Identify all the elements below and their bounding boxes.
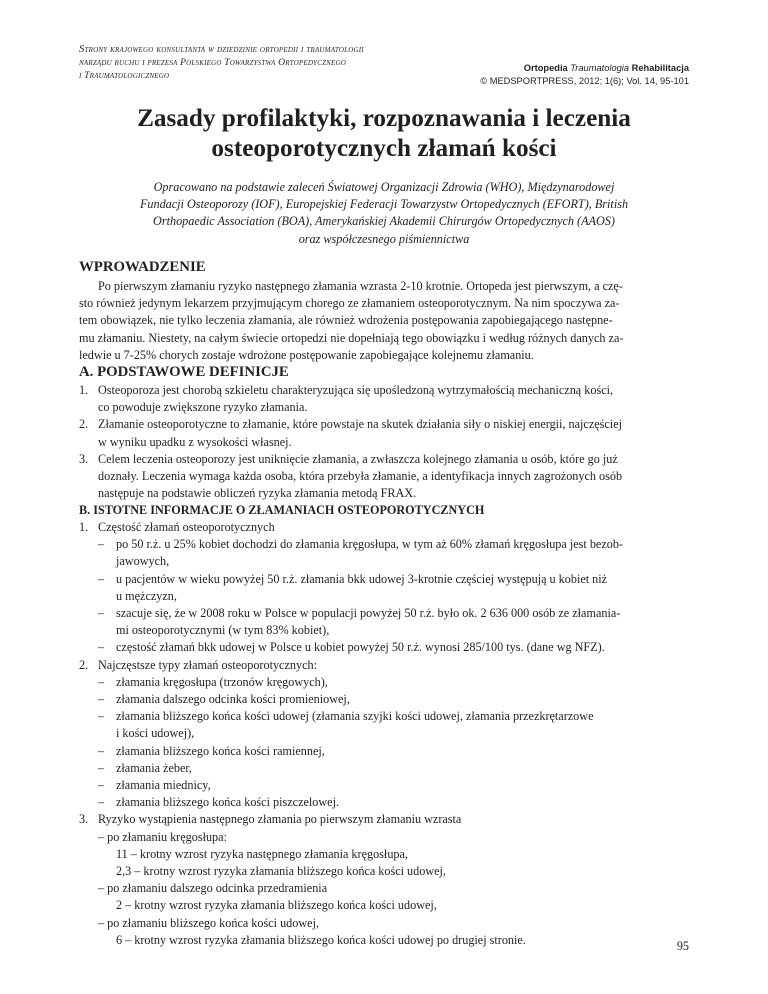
list-item-line: Osteoporoza jest chorobą szkieletu charakteryzująca się upośledzoną wytrzymałością mechaniczną kości,	[98, 383, 614, 397]
bullet-line: szacuje się, że w 2008 roku w Polsce w populacji powyżej 50 r.ż. było ok. 2 636 000 osób ze złamania-	[116, 606, 621, 621]
bullet-line: u pacjentów w wieku powyżej 50 r.ż. złamania bkk udowej 3-krotnie częściej występują u kobiet niż	[116, 571, 608, 586]
paragraph-line: sto również jedynym lekarzem przyjmującym chorego ze złamaniem osteoporotycznym. Na nim spoczywa za-	[79, 296, 620, 311]
subtitle-line: Orthopaedic Association (BOA), Amerykańskiej Akademii Chirurgów Ortopedycznych (AAOS)	[153, 214, 615, 229]
intro-paragraph	[79, 278, 690, 364]
facts-list	[79, 519, 690, 949]
bullet-line: złamania bliższego końca kości ramiennej,	[116, 743, 325, 758]
bullet-item: – złamania kręgosłupa (trzonów kręgowych),	[79, 674, 690, 691]
bullet-item: – złamania dalszego odcinka kości promieniowej,	[79, 691, 690, 708]
list-number: 1.	[79, 520, 89, 534]
group-label: – po złamaniu dalszego odcinka przedramienia	[98, 881, 328, 896]
list-number: 3.	[79, 812, 89, 827]
list-item	[79, 416, 690, 450]
bullet-item: – złamania bliższego końca kości udowej (złamania szyjki kości udowej, złamania przezkrętarzowe	[79, 708, 690, 725]
list-item-title: Najczęstsze typy złamań osteoporotycznych:	[98, 657, 317, 672]
bullet-item: – szacuje się, że w 2008 roku w Polsce w populacji powyżej 50 r.ż. było ok. 2 636 000 osób ze złamania-	[79, 605, 690, 622]
list-item	[79, 451, 690, 503]
risk-line: 11 – krotny wzrost ryzyka następnego złamania kręgosłupa,	[116, 846, 408, 861]
bullet-item: – po 50 r.ż. u 25% kobiet dochodzi do złamania kręgosłupa, w tym aż 60% złamań kręgosłupa jest bezob-	[79, 536, 690, 553]
list-number: 3.	[79, 451, 89, 466]
bullet-item: – u pacjentów w wieku powyżej 50 r.ż. złamania bkk udowej 3-krotnie częściej występują u kobiet niż	[79, 571, 690, 588]
bullet-line: złamania bliższego końca kości udowej (złamania szyjki kości udowej, złamania przezkrętarzowe	[116, 709, 594, 724]
list-item-line: Celem leczenia osteoporozy jest uniknięcie złamania, a zwłaszcza kolejnego złamania u osób, które go już	[98, 451, 618, 466]
journal-info	[480, 62, 689, 88]
header-line: narządu ruchu i prezesa Polskiego Towarzystwa Ortopedycznego	[79, 57, 347, 68]
bullet-line: złamania kręgosłupa (trzonów kręgowych),	[116, 674, 328, 689]
definitions-list	[79, 382, 690, 502]
bullet-item: – złamania bliższego końca kości piszczelowej.	[79, 794, 690, 811]
paragraph-line: mu złamaniu. Niestety, na całym świecie ortopedzi nie dopełniają tego obowiązku i według różnych danych za-	[79, 330, 624, 345]
list-item-title: Częstość złamań osteoporotycznych	[98, 520, 275, 534]
section-heading-a: A. PODSTAWOWE DEFINICJE	[79, 364, 289, 380]
header-line: Strony krajowego konsultanta w dziedzinie ortopedii i traumatologii	[79, 44, 364, 55]
journal-brand	[480, 62, 689, 75]
bullet-item: – złamania żeber,	[79, 760, 690, 777]
paragraph-line: tem obowiązek, nie tylko leczenia złamania, ale również wdrożenia postępowania zapobiegającego następne-	[79, 313, 613, 328]
risk-line: 2 – krotny wzrost ryzyka złamania bliższego końca kości udowej,	[116, 898, 437, 913]
article-title	[0, 104, 768, 164]
risk-line: 2,3 – krotny wzrost ryzyka złamania bliższego końca kości udowej,	[116, 864, 446, 879]
paragraph-line: Po pierwszym złamaniu ryzyko następnego złamania wzrasta 2-10 krotnie. Ortopeda jest pierwszym, a czę-	[98, 279, 623, 293]
list-item	[79, 657, 690, 674]
header-line: i Traumatologicznego	[79, 70, 170, 81]
title-line: osteoporotycznych złamań kości	[211, 135, 557, 162]
list-item	[79, 382, 690, 416]
list-item-line: doznały. Leczenia wymaga każda osoba, która przebyła złamanie, a identyfikacja innych zagrożonych osób	[98, 469, 623, 484]
bullet-line: złamania bliższego końca kości piszczelowej.	[116, 795, 340, 810]
subtitle-line: Fundacji Osteoporozy (IOF), Europejskiej Federacji Towarzystw Ortopedycznych (EFORT), British	[139, 197, 629, 212]
bullet-line: mi osteoporotycznymi (w tym 83% kobiet),	[116, 623, 330, 638]
list-item	[79, 811, 690, 828]
bullet-line: złamania dalszego odcinka kości promieniowej,	[116, 692, 350, 707]
journal-brand-traumatologia: Traumatologia	[570, 63, 630, 73]
bullet-line: po 50 r.ż. u 25% kobiet dochodzi do złamania kręgosłupa, w tym aż 60% złamań kręgosłupa jest bezob-	[116, 537, 623, 552]
running-header	[79, 43, 499, 82]
paragraph-line: ledwie u 7-25% chorych zostaje wdrożone postępowanie zapobiegające kolejnemu złamaniu.	[79, 347, 534, 362]
bullet-line: złamania miednicy,	[116, 778, 211, 793]
list-item	[79, 519, 690, 536]
list-number: 2.	[79, 417, 89, 432]
title-line: Zasady profilaktyki, rozpoznawania i leczenia	[137, 105, 631, 132]
bullet-item: – złamania bliższego końca kości ramiennej,	[79, 743, 690, 760]
journal-brand-rehabilitacja: Rehabilitacja	[631, 63, 689, 73]
page-number: 95	[676, 939, 689, 953]
journal-brand-ortopedia: Ortopedia	[523, 63, 568, 73]
bullet-line: częstość złamań bkk udowej w Polsce u kobiet powyżej 50 r.ż. wynosi 285/100 tys. (dane wg NFZ).	[116, 640, 605, 655]
list-item-line: następuje na podstawie obliczeń ryzyka złamania metodą FRAX.	[98, 486, 417, 501]
risk-line: 6 – krotny wzrost ryzyka złamania bliższego końca kości udowej po drugiej stronie.	[116, 932, 526, 947]
subtitle-line: oraz współczesnego piśmiennictwa	[298, 231, 470, 246]
list-item-line: w wyniku upadku z wysokości własnej.	[98, 434, 292, 449]
section-heading-intro: WPROWADZENIE	[79, 259, 206, 275]
bullet-line: jawowych,	[116, 554, 170, 569]
bullet-item: – częstość złamań bkk udowej w Polsce u kobiet powyżej 50 r.ż. wynosi 285/100 tys. (dane wg NFZ).	[79, 639, 690, 656]
section-heading-b: B. ISTOTNE INFORMACJE O ZŁAMANIACH OSTEOPOROTYCZNYCH	[79, 503, 485, 517]
list-number: 2.	[79, 657, 89, 672]
list-item-line: co powoduje zwiększone ryzyko złamania.	[98, 400, 308, 415]
journal-citation: © MEDSPORTPRESS, 2012; 1(6); Vol. 14, 95-101	[480, 76, 689, 86]
bullet-line: u mężczyzn,	[116, 588, 177, 603]
article-subtitle	[0, 179, 768, 248]
list-item-title: Ryzyko wystąpienia następnego złamania po pierwszym złamaniu wzrasta	[98, 812, 462, 827]
group-label: – po złamaniu bliższego końca kości udowej,	[98, 915, 320, 930]
bullet-line: złamania żeber,	[116, 760, 192, 775]
list-number: 1.	[79, 383, 89, 397]
bullet-item: – złamania miednicy,	[79, 777, 690, 794]
bullet-line: i kości udowej),	[116, 726, 195, 741]
subtitle-line: Opracowano na podstawie zaleceń Światowej Organizacji Zdrowia (WHO), Międzynarodowej	[153, 180, 615, 194]
group-label: – po złamaniu kręgosłupa:	[98, 829, 227, 844]
list-item-line: Złamanie osteoporotyczne to złamanie, które powstaje na skutek działania siły o niskiej energii, najczęściej	[98, 417, 622, 432]
